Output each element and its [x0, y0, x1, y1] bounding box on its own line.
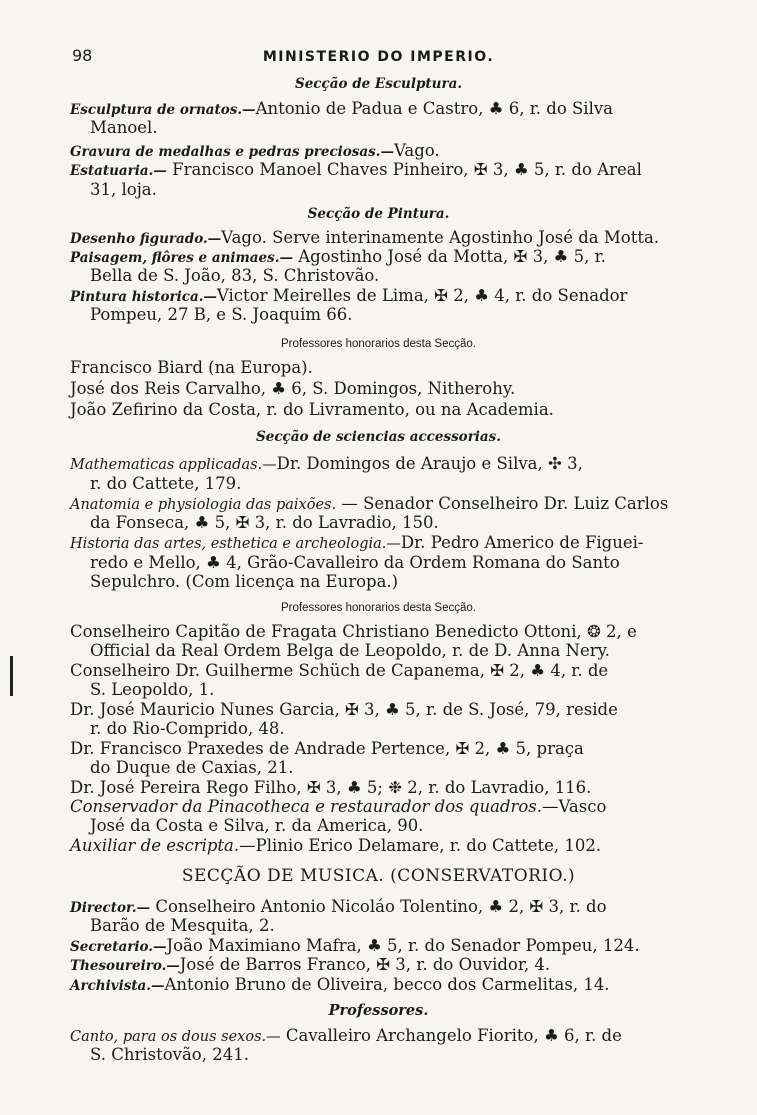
entry-cont: S. Leopoldo, 1. [90, 680, 215, 699]
entry-cont: Manoel. [90, 118, 158, 137]
page-number: 98 [72, 46, 93, 65]
entry: Gravura de medalhas e pedras preciosas.—Vago. [70, 141, 440, 160]
entry: Thesoureiro.—José de Barros Franco, ✠ 3, r. do Ouvidor, 4. [70, 955, 551, 974]
entry-cont: José da Costa e Silva, r. da America, 90. [90, 816, 424, 835]
list-item: José dos Reis Carvalho, ♣ 6, S. Domingos, Nitherohy. [70, 379, 516, 398]
list-item: Dr. Francisco Praxedes de Andrade Pertence, ✠ 2, ♣ 5, praça [70, 739, 584, 758]
entry-cont: S. Christovão, 241. [90, 1045, 249, 1064]
section-title: Secção de sciencias accessorias. [256, 429, 501, 445]
entry-cont: do Duque de Caxias, 21. [90, 758, 294, 777]
subsection-title: Professores. [328, 1002, 429, 1019]
margin-mark [10, 656, 13, 696]
entry-cont: r. do Cattete, 179. [90, 474, 242, 493]
entry-cont: 31, loja. [90, 180, 157, 199]
entry: Esculptura de ornatos.—Antonio de Padua e Castro, ♣ 6, r. do Silva [70, 99, 614, 118]
entry: Historia das artes, esthetica e archeologia.—Dr. Pedro Americo de Figuei- [70, 533, 644, 552]
entry-cont: redo e Mello, ♣ 4, Grão-Cavalleiro da Ordem Romana do Santo [90, 553, 620, 572]
list-item: João Zefirino da Costa, r. do Livramento, ou na Academia. [70, 400, 554, 419]
entry: Anatomia e physiologia das paixões. — Senador Conselheiro Dr. Luiz Carlos [70, 494, 669, 513]
entry: Mathematicas applicadas.—Dr. Domingos de Araujo e Silva, ✣ 3, [70, 454, 583, 473]
list-item: Dr. José Mauricio Nunes Garcia, ✠ 3, ♣ 5, r. de S. José, 79, reside [70, 700, 618, 719]
entry-cont: da Fonseca, ♣ 5, ✠ 3, r. do Lavradio, 150. [90, 513, 439, 532]
entry: Estatuaria.— Francisco Manoel Chaves Pinheiro, ✠ 3, ♣ 5, r. do Areal [70, 160, 642, 179]
section-title: Secção de Esculptura. [294, 76, 463, 92]
list-item: Dr. José Pereira Rego Filho, ✠ 3, ♣ 5; ❉ 2, r. do Lavradio, 116. [70, 778, 592, 797]
entry-cont: Barão de Mesquita, 2. [90, 916, 275, 935]
entry: Archivista.—Antonio Bruno de Oliveira, becco dos Carmelitas, 14. [70, 975, 610, 994]
page-title: MINISTERIO DO IMPERIO. [262, 49, 495, 65]
list-item: Francisco Biard (na Europa). [70, 358, 313, 377]
section-title: Secção de Pintura. [307, 206, 450, 222]
entry-cont: Pompeu, 27 B, e S. Joaquim 66. [90, 305, 353, 324]
entry-cont: Sepulchro. (Com licença na Europa.) [90, 572, 399, 591]
section-title: SECÇÃO DE MUSICA. (CONSERVATORIO.) [181, 866, 576, 886]
entry-cont: Official da Real Ordem Belga de Leopoldo, r. de D. Anna Nery. [90, 641, 611, 660]
entry: Canto, para os dous sexos.— Cavalleiro Archangelo Fiorito, ♣ 6, r. de [70, 1026, 622, 1045]
entry-cont: Bella de S. João, 83, S. Christovão. [90, 266, 380, 285]
entry: Director.— Conselheiro Antonio Nicoláo Tolentino, ♣ 2, ✠ 3, r. do [70, 897, 607, 916]
list-item: Auxiliar de escripta.—Plinio Erico Delamare, r. do Cattete, 102. [70, 836, 602, 855]
list-item: Conselheiro Capitão de Fragata Christiano Benedicto Ottoni, ❂ 2, e [70, 622, 637, 641]
entry: Secretario.—João Maximiano Mafra, ♣ 5, r. do Senador Pompeu, 124. [70, 936, 640, 955]
entry: Pintura historica.—Victor Meirelles de Lima, ✠ 2, ♣ 4, r. do Senador [70, 286, 628, 305]
list-item: Conservador da Pinacotheca e restaurador dos quadros.—Vasco [70, 797, 607, 816]
entry: Paisagem, flôres e animaes.— Agostinho José da Motta, ✠ 3, ♣ 5, r. [70, 247, 606, 266]
entry: Desenho figurado.—Vago. Serve interinamente Agostinho José da Motta. [70, 228, 660, 247]
subsection-title: Professores honorarios desta Secção. [281, 602, 476, 614]
list-item: Conselheiro Dr. Guilherme Schüch de Capanema, ✠ 2, ♣ 4, r. de [70, 661, 609, 680]
subsection-title: Professores honorarios desta Secção. [281, 338, 476, 350]
entry-cont: r. do Rio-Comprido, 48. [90, 719, 285, 738]
